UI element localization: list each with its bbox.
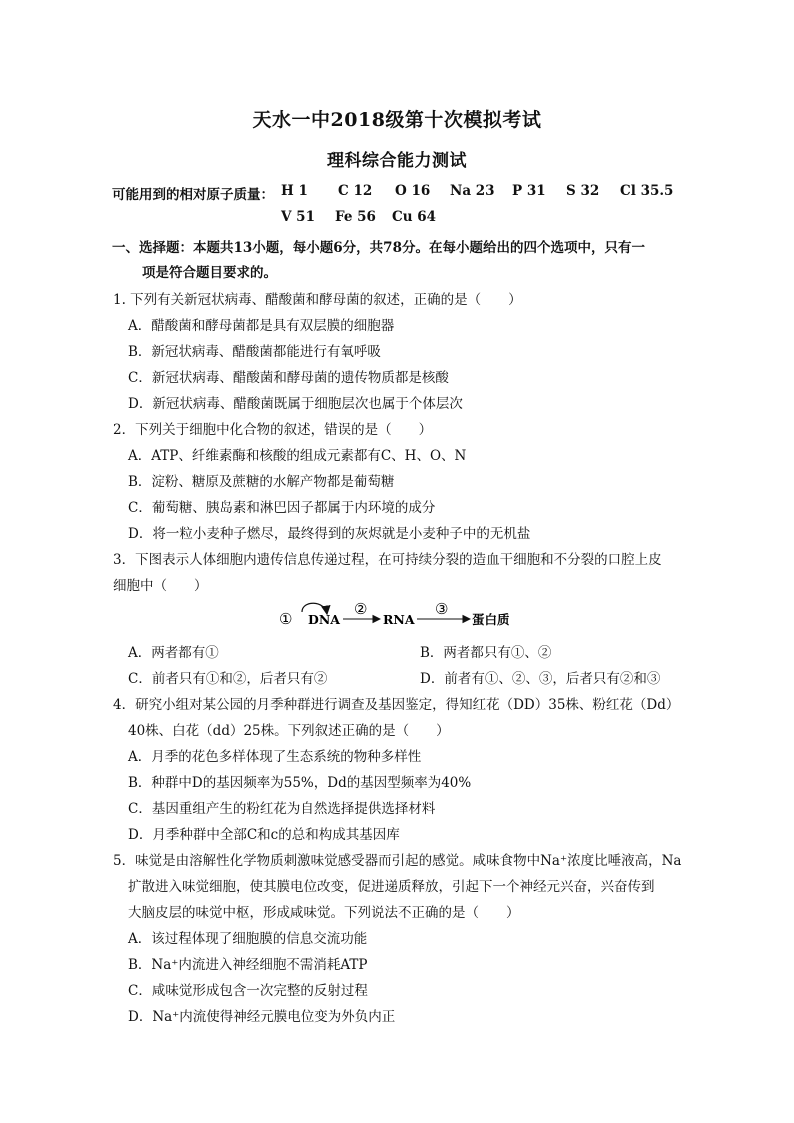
question-option: A．两者都有① (128, 645, 219, 661)
question-option: D．前者有①、②、③，后者只有②和③ (420, 671, 661, 687)
question-option: D．月季种群中全部C和c的总和构成其基因库 (128, 827, 400, 843)
question-option: D．新冠状病毒、醋酸菌既属于细胞层次也属于个体层次 (128, 396, 463, 412)
atomic-mass-item: S 32 (566, 183, 600, 199)
question-option: D．将一粒小麦种子燃尽，最终得到的灰烬就是小麦种子中的无机盐 (128, 526, 531, 542)
question-stem: 40株、白花（dd）25株。下列叙述正确的是（ ） (128, 723, 450, 739)
question-stem: 扩散进入味觉细胞，使其膜电位改变，促进递质释放，引起下一个神经元兴奋，兴奋传到 (128, 879, 655, 895)
question-stem: 大脑皮层的味觉中枢，形成咸味觉。下列说法不正确的是（ ） (128, 905, 520, 921)
atomic-mass-item: Fe 56 (335, 209, 376, 225)
question-option: B．种群中D的基因频率为55%，Dd的基因型频率为40% (128, 775, 472, 791)
question-option: A．醋酸菌和酵母菌都是具有双层膜的细胞器 (128, 318, 395, 334)
question-option: B．淀粉、糖原及蔗糖的水解产物都是葡萄糖 (128, 474, 395, 490)
question-stem: 1. 下列有关新冠状病毒、醋酸菌和酵母菌的叙述，正确的是（ ） (113, 292, 522, 308)
question-option: D．Na⁺内流使得神经元膜电位变为外负内正 (128, 1009, 396, 1025)
label-process-2: ② (354, 600, 368, 618)
question-option: A．ATP、纤维素酶和核酸的组成元素都有C、H、O、N (128, 448, 467, 464)
atomic-mass-item: H 1 (281, 183, 308, 199)
label-dna: DNA (308, 612, 340, 627)
question-option: C．葡萄糖、胰岛素和淋巴因子都属于内环境的成分 (128, 500, 436, 516)
question-option: A．该过程体现了细胞膜的信息交流功能 (128, 931, 368, 947)
label-process-1: ① (279, 610, 293, 628)
atomic-mass-item: C 12 (338, 183, 373, 199)
label-process-3: ③ (435, 600, 449, 618)
label-protein: 蛋白质 (472, 612, 510, 627)
atomic-mass-item: Cu 64 (392, 209, 437, 225)
label-rna: RNA (383, 612, 415, 627)
page-title: 天水一中2018级第十次模拟考试 (252, 109, 542, 131)
question-stem: 4．研究小组对某公园的月季种群进行调查及基因鉴定，得知红花（DD）35株、粉红花（Dd） (113, 697, 680, 713)
question-option: C．咸味觉形成包含一次完整的反射过程 (128, 983, 368, 999)
question-option: B．Na⁺内流进入神经细胞不需消耗ATP (128, 957, 368, 973)
atomic-mass-item: P 31 (512, 183, 546, 199)
question-option: B．两者都只有①、② (420, 645, 552, 661)
question-stem: 3．下图表示人体细胞内遗传信息传递过程，在可持续分裂的造血干细胞和不分裂的口腔上皮 (113, 552, 662, 568)
atomic-mass-label: 可能用到的相对原子质量： (112, 187, 274, 203)
question-option: C．基因重组产生的粉红花为自然选择提供选择材料 (128, 801, 436, 817)
atomic-mass-item: V 51 (281, 209, 315, 225)
atomic-mass-item: Cl 35.5 (620, 183, 674, 199)
atomic-mass-item: Na 23 (450, 183, 495, 199)
question-stem: 细胞中（ ） (113, 578, 208, 594)
question-option: A．月季的花色多样体现了生态系统的物种多样性 (128, 749, 422, 765)
question-stem: 2．下列关于细胞中化合物的叙述，错误的是（ ） (113, 422, 433, 438)
section-heading-line2: 项是符合题目要求的。 (142, 265, 277, 281)
gene-expression-diagram (275, 598, 515, 634)
question-option: C．新冠状病毒、醋酸菌和酵母菌的遗传物质都是核酸 (128, 370, 449, 386)
page-subtitle: 理科综合能力测试 (327, 151, 467, 171)
question-stem: 5．味觉是由溶解性化学物质刺激味觉感受器而引起的感觉。咸味食物中Na⁺浓度比唾液高，Na (113, 853, 682, 869)
atomic-mass-item: O 16 (395, 183, 431, 199)
question-option: C．前者只有①和②，后者只有② (128, 671, 328, 687)
question-option: B．新冠状病毒、醋酸菌都能进行有氧呼吸 (128, 344, 381, 360)
section-heading-line1: 一、选择题：本题共13小题，每小题6分，共78分。在每小题给出的四个选项中，只有一 (112, 240, 645, 256)
